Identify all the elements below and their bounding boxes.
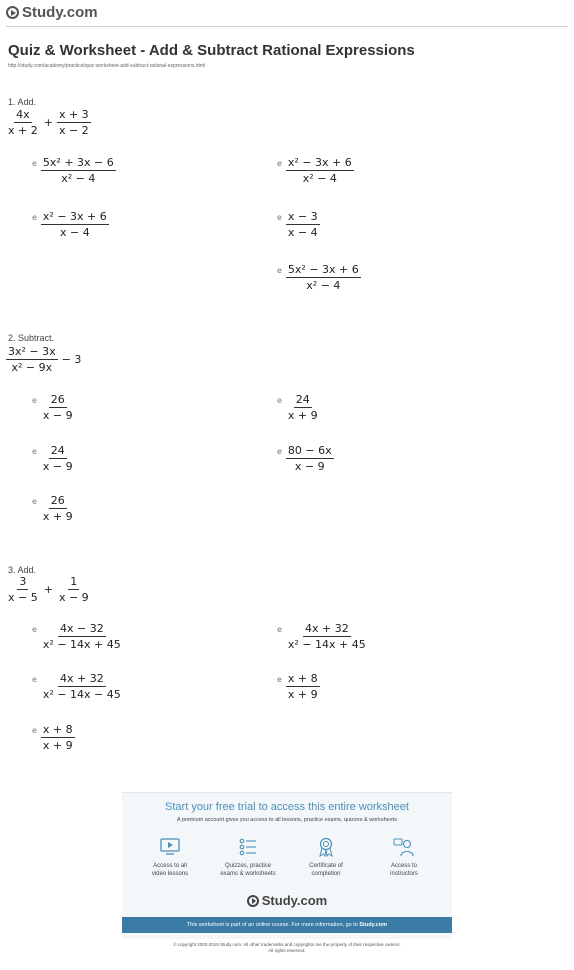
fraction: $\frac{\text{3x² − 3x}}{\text{x² − 9x}}$ [8,345,56,374]
study-link[interactable]: Study.com [359,922,388,928]
radio-button-icon[interactable]: e [277,159,282,168]
radio-button-icon[interactable]: e [277,625,282,634]
page-url[interactable]: http://study.com/academy/practice/quiz-worksheet-add-subtract-rational-expressions.html [8,63,206,69]
cta-subline: A premium account gives you access to all lessons, practice exams, quizzes & worksheets [176,817,398,823]
fraction: $\frac{4x}{x + 2}$ [8,108,38,137]
page-title: Quiz & Worksheet - Add & Subtract Rational Expressions [8,42,415,59]
question-2-expression: $\frac{\text{3x² − 3x}}{\text{x² − 9x}}$ − 3 [8,345,82,374]
video-lessons-icon [159,837,181,857]
radio-button-icon[interactable]: e [277,396,282,405]
radio-button-icon[interactable]: e [32,675,37,684]
question-3-label: 3. Add. [8,565,37,575]
question-3-option-e[interactable]: e $\frac{x + 8}{x + 9}$ [32,723,73,752]
question-1-option-e[interactable]: e $\frac{\text{5x² − 3x + 6}}{\text{x² − 4}}$ [277,263,359,292]
question-1-expression: $\frac{4x}{x + 2}$ + $\frac{x + 3}{x - 2}$ [8,108,89,137]
question-3-option-a[interactable]: e $\frac{4x - 32}{\text{x² − 14x + 45}}$ [32,622,121,651]
radio-button-icon[interactable]: e [277,447,282,456]
radio-button-icon[interactable]: e [32,396,37,405]
header-divider [6,26,568,27]
question-3-option-b[interactable]: e $\frac{4x + 32}{\text{x² − 14x + 45}}$ [277,622,366,651]
question-2-option-a[interactable]: e $\frac{26}{x - 9}$ [32,393,73,422]
question-1-option-b[interactable]: e $\frac{\text{x² − 3x + 6}}{\text{x² − 4}}$ [277,156,352,185]
radio-button-icon[interactable]: e [32,159,37,168]
quizzes-list-icon [237,837,259,857]
question-1-option-a[interactable]: e $\frac{\text{5x² + 3x − 6}}{\text{x² − 4}}$ [32,156,114,185]
radio-button-icon[interactable]: e [277,266,282,275]
question-2-option-c[interactable]: e $\frac{24}{x - 9}$ [32,444,73,473]
fraction: $\frac{x + 3}{x - 2}$ [58,108,89,137]
study-logo[interactable] [6,4,98,21]
brand-name: Study.com [22,4,98,21]
question-2-option-b[interactable]: e $\frac{24}{x + 9}$ [277,393,318,422]
question-3-option-c[interactable]: e $\frac{4x + 32}{\text{x² − 14x − 45}}$ [32,672,121,701]
certificate-icon [315,837,337,857]
cta-study-logo[interactable]: Study.com [122,893,452,908]
question-1-option-c[interactable]: e $\frac{\text{x² − 3x + 6}}{x - 4}$ [32,210,107,239]
free-trial-box[interactable] [122,792,452,939]
feature-certificate: Certificate of completion [286,837,366,878]
question-3-option-d[interactable]: e $\frac{x + 8}{x + 9}$ [277,672,318,701]
fraction: $\frac{1}{x - 9}$ [58,575,89,604]
cta-headline[interactable]: Start your free trial to access this entire worksheet [165,801,409,813]
question-1-option-d[interactable]: e $\frac{x - 3}{x - 4}$ [277,210,318,239]
question-1-label: 1. Add. [8,97,37,107]
question-2-label: 2. Subtract. [8,333,55,343]
radio-button-icon[interactable]: e [32,726,37,735]
play-circle-icon [6,6,19,19]
radio-button-icon[interactable]: e [32,625,37,634]
radio-button-icon[interactable]: e [32,497,37,506]
instructors-icon [393,837,415,857]
question-3-expression: $\frac{3}{x - 5}$ + $\frac{1}{x - 9}$ [8,575,89,604]
copyright-footer: © copyright 2003-2015 Study.com. All other trademarks and copyrights are the property of their respective owners. All rights reserved. [173,942,401,953]
question-2-option-e[interactable]: e $\frac{26}{x + 9}$ [32,494,73,523]
radio-button-icon[interactable]: e [277,213,282,222]
radio-button-icon[interactable]: e [277,675,282,684]
radio-button-icon[interactable]: e [32,213,37,222]
play-circle-icon [247,895,259,907]
feature-instructors: Access to instructors [364,837,444,878]
feature-quizzes: Quizzes, practice exams & worksheets [208,837,288,878]
course-info-bar: This worksheet is part of an online course. For more information, go to Study.com [122,917,452,933]
feature-video-lessons: Access to all video lessons [130,837,210,878]
radio-button-icon[interactable]: e [32,447,37,456]
question-2-option-d[interactable]: e $\frac{80 - 6x}{x - 9}$ [277,444,332,473]
fraction: $\frac{3}{x - 5}$ [8,575,38,604]
